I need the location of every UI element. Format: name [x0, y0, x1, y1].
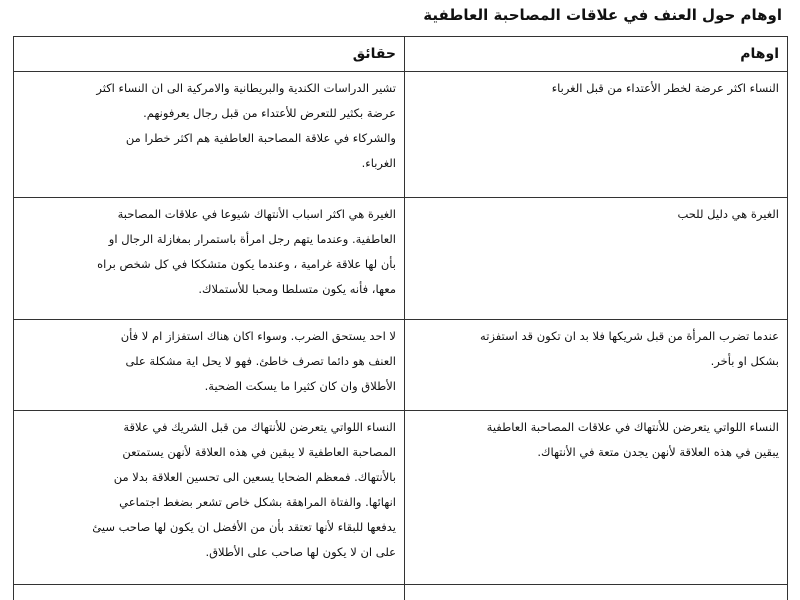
fact-text-line: معها، فأنه يكون متسلطا ومحبا للأستملاك.: [198, 282, 396, 296]
myth-cell: [405, 72, 788, 198]
facts-column-header: حقائق: [14, 37, 405, 72]
myth-cell: [405, 585, 788, 600]
fact-text-line: على ان لا يكون لها صاحب على الأطلاق.: [205, 545, 396, 559]
table-row: [14, 72, 788, 198]
myth-cell: [405, 198, 788, 320]
table-row: [14, 585, 788, 600]
table-header-row: [14, 37, 788, 72]
fact-cell: [14, 585, 405, 600]
myths-facts-table: [13, 36, 788, 600]
fact-text-line: الأطلاق وان كان كثيرا ما يسكت الضحية.: [204, 379, 396, 393]
fact-text-line: والشركاء في علاقة المصاحبة العاطفية هم اكثر خطرا من: [125, 131, 396, 145]
myth-text-line: يبقين في هذه العلاقة لأنهن يجدن متعة في الأنتهاك.: [537, 445, 779, 459]
fact-cell: [14, 411, 405, 585]
myth-text-line: النساء اللواتي يتعرضن للأنتهاك في علاقات المصاحبة العاطفية: [486, 420, 779, 434]
fact-cell: [14, 198, 405, 320]
myth-cell: [405, 320, 788, 411]
fact-text-line: لا احد يستحق الضرب. وسواء اكان هناك استفزاز ام لا فأن: [120, 329, 396, 343]
fact-text-line: الغرباء.: [361, 156, 396, 170]
fact-text-line: العنف هو دائما تصرف خاطئ. فهو لا يحل اية مشكلة على: [125, 354, 396, 368]
fact-text-line: الغيرة هي اكثر اسباب الأنتهاك شيوعا في علاقات المصاحبة: [117, 207, 396, 221]
myth-text-line: النساء اكثر عرضة لخطر الأعتداء من قبل الغرباء: [551, 81, 779, 95]
myth-text-line: عندما تضرب المرأة من قبل شريكها فلا بد ان تكون قد استفزته: [480, 329, 779, 343]
myths-column-header: اوهام: [405, 37, 788, 72]
fact-text-line: انهائها. والفتاة المراهقة بشكل خاص تشعر بضغط اجتماعي: [119, 495, 396, 509]
fact-text-line: يدفعها للبقاء لأنها تعتقد بأن من الأفضل ان يكون لها صاحب سيئ: [92, 520, 396, 534]
myth-text-line: بشكل او بأخر.: [710, 354, 779, 368]
fact-text-line: بأن لها علاقة غرامية ، وعندما يكون متشككا في كل شخص براه: [97, 257, 396, 271]
fact-text-line: بالأنتهاك. فمعظم الضحايا يسعين الى تحسين العلاقة بدلا من: [113, 470, 396, 484]
table-row: [14, 320, 788, 411]
table-row: [14, 198, 788, 320]
myth-cell: [405, 411, 788, 585]
fact-text-line: النساء اللواتي يتعرضن للأنتهاك من قبل الشريك في علاقة: [123, 420, 396, 434]
myth-text-line: الغيرة هي دليل للحب: [677, 207, 779, 221]
fact-text-line: عرضة بكثير للتعرض للأعتداء من قبل رجال يعرفونهم.: [143, 106, 396, 120]
fact-cell: [14, 320, 405, 411]
fact-text-line: تشير الدراسات الكندية والبريطانية والامركية الى ان النساء اكثر: [96, 81, 396, 95]
fact-text-line: المصاحبة العاطفية لا يبقين في هذه العلاقة لأنهن يستمتعن: [122, 445, 396, 459]
fact-text-line: العاطفية. وعندما يتهم رجل امرأة باستمرار بمغازلة الرجال او: [108, 232, 396, 246]
table-row: [14, 411, 788, 585]
fact-cell: [14, 72, 405, 198]
document-title: اوهام حول العنف في علاقات المصاحبة العاطفية: [423, 6, 782, 24]
